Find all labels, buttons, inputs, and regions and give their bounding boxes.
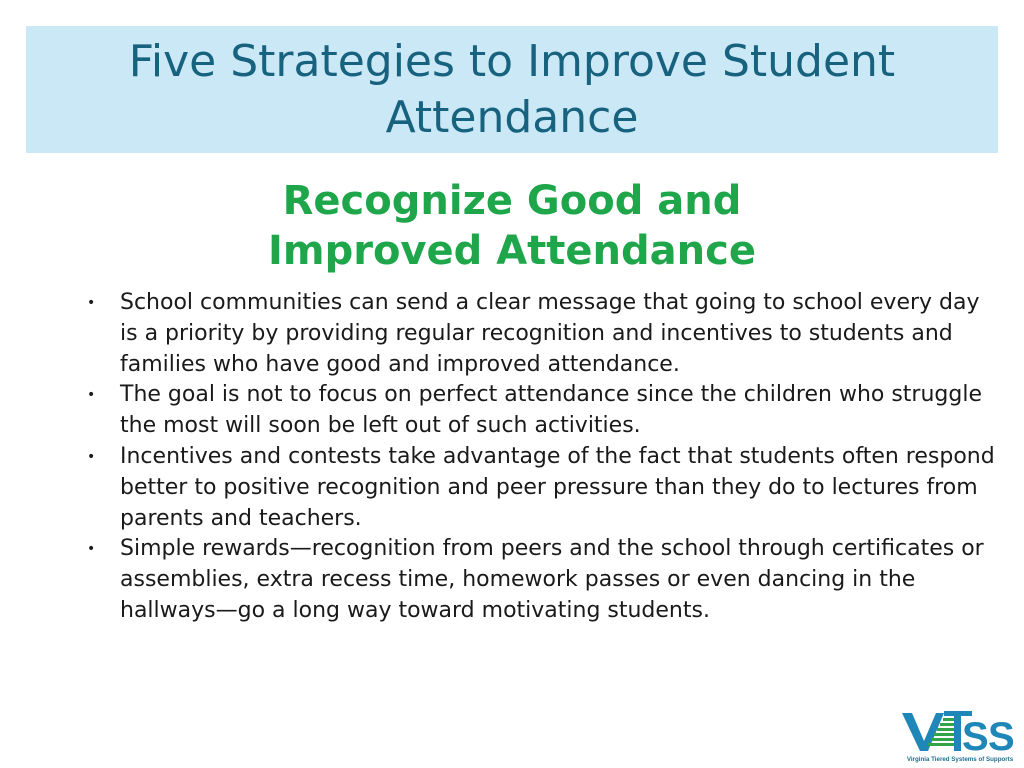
bullet-text: School communities can send a clear message that going to school every day is a priority by providing regular recognition and incentives to students and families who have good and improved attendance.: [120, 290, 980, 377]
bullet-text: Incentives and contests take advantage of the fact that students often respond better to positive recognition and peer pressure than they do to lectures from parents and teachers.: [120, 443, 995, 531]
subtitle-line-1: Recognize Good and: [282, 178, 742, 224]
bullet-item: [80, 442, 1000, 534]
bullet-icon: •: [87, 448, 96, 465]
bullet-icon: •: [87, 387, 96, 404]
vtss-wordmark: S: [962, 715, 987, 755]
bullet-text: The goal is not to focus on perfect attendance since the children who struggle the most will soon be left out of such activities.: [120, 382, 982, 439]
bullet-icon: •: [87, 295, 96, 311]
bullet-list: [80, 288, 1000, 627]
bullet-item: [80, 534, 1000, 626]
bullet-icon: •: [87, 541, 96, 558]
vtss-wordmark-s2: S: [988, 715, 1013, 755]
bullet-item: [80, 288, 1000, 380]
title-banner: [26, 26, 998, 153]
vtss-logo-icon: [898, 707, 1022, 755]
bullet-text: Simple rewards—recognition from peers and the school through certificates or assemblies, extra recess time, homework passes or even dancing in the hallways—go a long way toward motivating students.: [120, 536, 984, 623]
subtitle-line-2: Improved Attendance: [268, 228, 756, 274]
slide-title: Five Strategies to Improve Student Attendance: [128, 35, 896, 143]
vtss-logo-caption: Virginia Tiered Systems of Supports: [906, 756, 1014, 763]
vtss-logo: [898, 707, 1022, 763]
slide-subtitle: [200, 176, 824, 276]
bullet-item: [80, 380, 1000, 442]
